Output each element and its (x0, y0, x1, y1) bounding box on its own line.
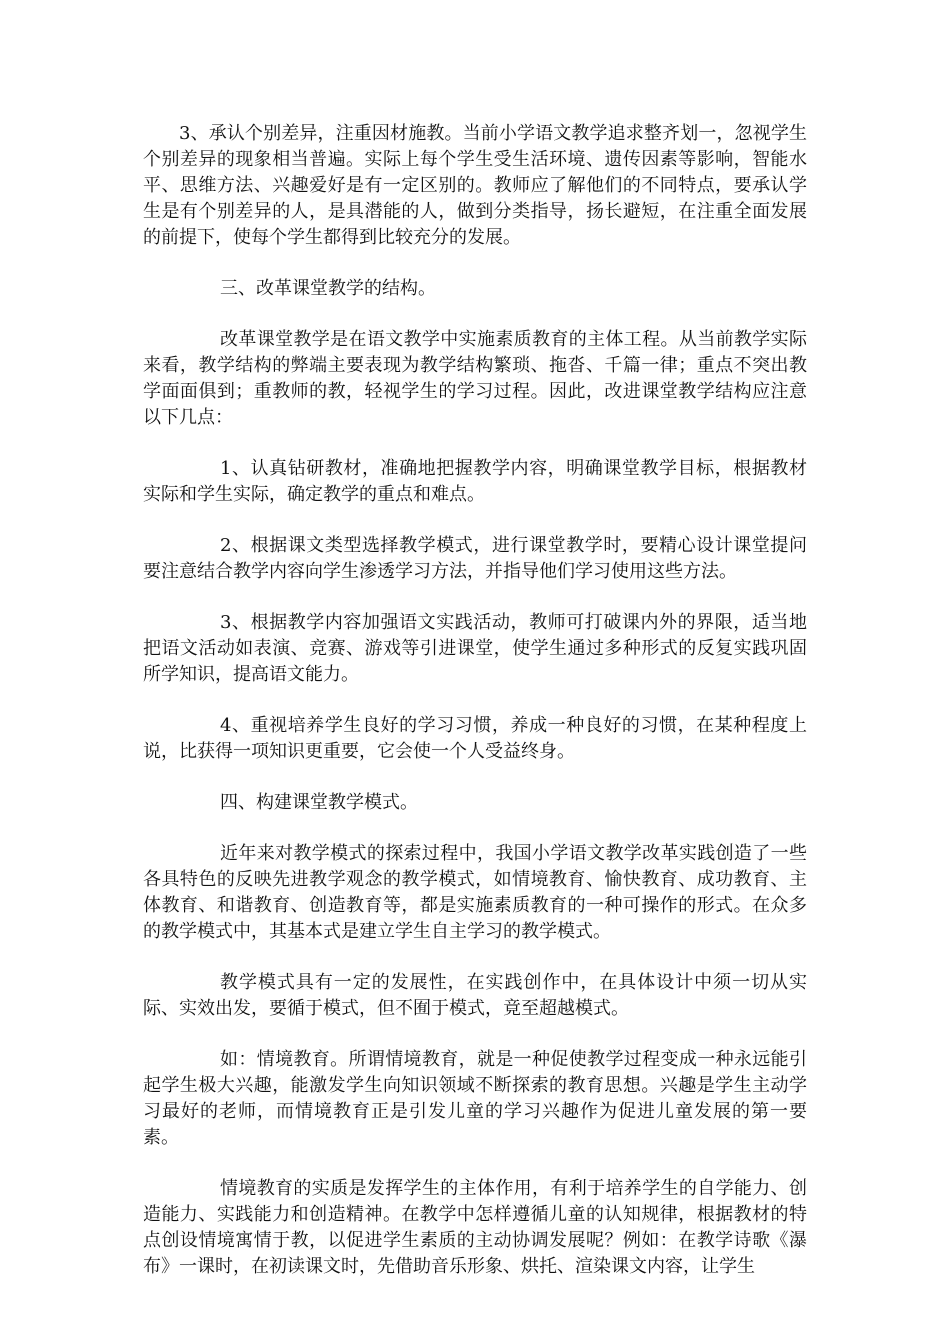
paragraph-teaching-models: 近年来对教学模式的探索过程中，我国小学语文教学改革实践创造了一些各具特色的反映先进教学观念的教学模式，如情境教育、愉快教育、成功教育、主体教育、和谐教育、创造教育等，都是实施素质教育的一种可操作的形式。在众多的教学模式中，其基本式是建立学生自主学习的教学模式。 (143, 843, 807, 942)
paragraph-situational-essence: 情境教育的实质是发挥学生的主体作用，有利于培养学生的自学能力、创造能力、实践能力和创造精神。在教学中怎样遵循儿童的认知规律，根据教材的特点创设情境寓情于教，以促进学生素质的主动协调发展呢？例如：在教学诗歌《瀑布》一课时，在初读课文时，先借助音乐形象、烘托、渲染课文内容，让学生 (143, 1178, 807, 1277)
paragraph-point-4: 4、重视培养学生良好的学习习惯，养成一种良好的习惯，在某种程度上说，比获得一项知识更重要，它会使一个人受益终身。 (143, 715, 807, 762)
paragraph-individual-differences: 3、承认个别差异，注重因材施教。当前小学语文教学追求整齐划一，忽视学生个别差异的现象相当普遍。实际上每个学生受生活环境、遗传因素等影响，智能水平、思维方法、兴趣爱好是有一定区别的。教师应了解他们的不同特点，要承认学生是有个别差异的人，是具潜能的人，做到分类指导，扬长避短，在注重全面发展的前提下，使每个学生都得到比较充分的发展。 (143, 123, 807, 248)
section-heading-3: 三、改革课堂教学的结构。 (220, 278, 436, 299)
document-body (143, 121, 807, 1305)
paragraph-point-1: 1、认真钻研教材，准确地把握教学内容，明确课堂教学目标，根据教材实际和学生实际，确定教学的重点和难点。 (143, 458, 807, 505)
paragraph-point-3: 3、根据教学内容加强语文实践活动，教师可打破课内外的界限，适当地把语文活动如表演、竞赛、游戏等引进课堂，使学生通过多种形式的反复实践巩固所学知识，提高语文能力。 (143, 612, 807, 685)
section-heading-4: 四、构建课堂教学模式。 (220, 792, 418, 813)
paragraph-model-development: 教学模式具有一定的发展性，在实践创作中，在具体设计中须一切从实际、实效出发，要循于模式，但不囿于模式，竟至超越模式。 (143, 972, 807, 1019)
paragraph-point-2: 2、根据课文类型选择教学模式，进行课堂教学时，要精心设计课堂提问要注意结合教学内容向学生渗透学习方法，并指导他们学习使用这些方法。 (143, 535, 807, 582)
paragraph-reform-intro: 改革课堂教学是在语文教学中实施素质教育的主体工程。从当前教学实际来看，教学结构的弊端主要表现为教学结构繁琐、拖沓、千篇一律；重点不突出教学面面俱到；重教师的教，轻视学生的学习过程。因此，改进课堂教学结构应注意以下几点： (143, 329, 807, 428)
paragraph-situational-education: 如：情境教育。所谓情境教育，就是一种促使教学过程变成一种永远能引起学生极大兴趣，能激发学生向知识领域不断探索的教育思想。兴趣是学生主动学习最好的老师，而情境教育正是引发儿童的学习兴趣作为促进儿童发展的第一要素。 (143, 1049, 807, 1148)
